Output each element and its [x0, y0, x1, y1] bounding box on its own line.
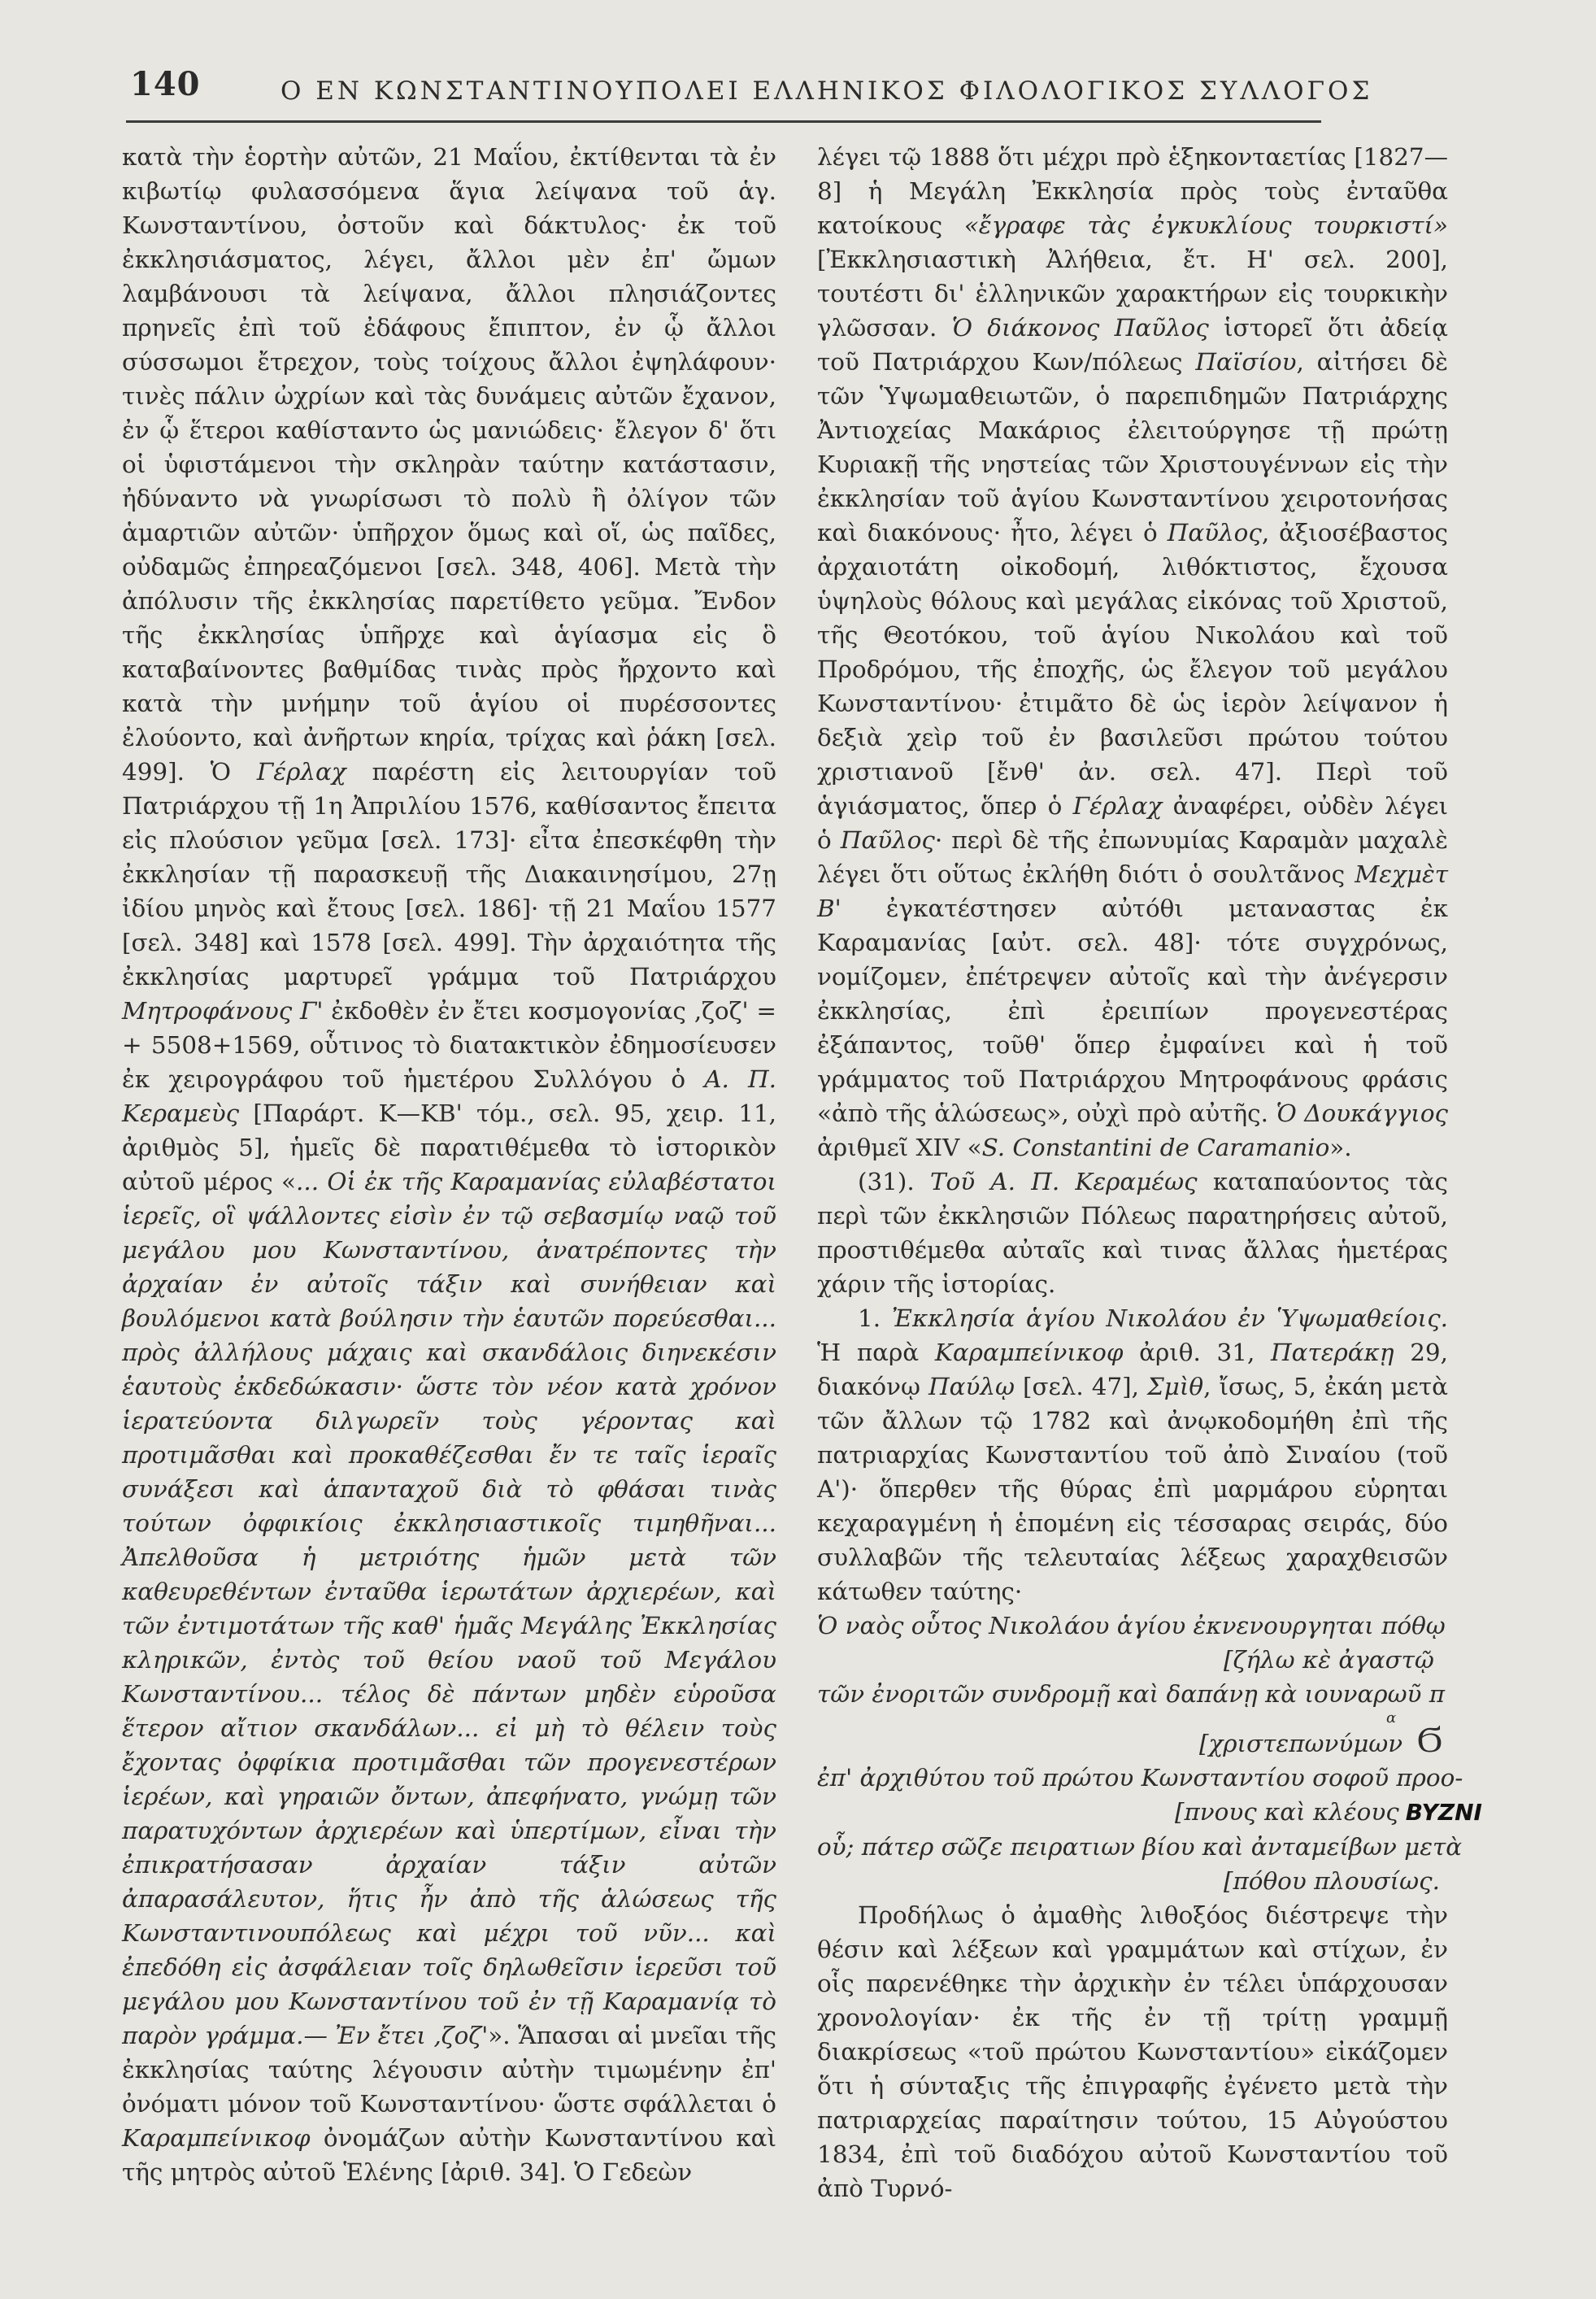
- running-title: Ο ΕΝ ΚΩΝΣΤΑΝΤΙΝΟΥΠΟΛΕΙ ΕΛΛΗΝΙΚΟΣ ΦΙΛΟΛΟΓΙΚΟΣ ΣΥΛΛΟΓΟΣ: [280, 76, 1373, 106]
- section-number: (31).: [858, 1168, 915, 1195]
- name-mehmet: Μεχμὲτ Β': [817, 860, 1448, 922]
- page-header: [126, 63, 1373, 123]
- text-run: Ἡ παρὰ: [817, 1339, 935, 1366]
- inscription-line: οὗ; πάτερ σῶζε πειρατιων βίου καὶ ἀνταμείβων μετὰ: [817, 1833, 1463, 1861]
- quoted-decree: ... Οἱ ἐκ τῆς Καραμανίας εὐλαβέστατοι ἱερεῖς, οἳ ψάλλοντες εἰσὶν ἐν τῷ σεβασμίῳ ναῷ τοῦ μεγάλου μου Κωνσταντίνου, ἀνατρέποντες τὴν ἀρχαίαν ἐν αὐτοῖς τάξιν καὶ συνήθειαν καὶ βουλόμενοι κατὰ βούλησιν τὴν ἑαυτῶν πορεύεσθαι... πρὸς ἀλλήλους μάχαις καὶ σκανδάλοις διηνεκέσιν ἑαυτοὺς ἐκδεδώκασιν· ὥστε τὸν νέον κατὰ χρόνον ἱερατεύοντα διλγωρεῖν τοὺς γέροντας καὶ προτιμᾶσθαι καὶ προκαθέζεσθαι ἔν τε ταῖς ἱεραῖς συνάξεσι καὶ ἁπανταχοῦ διὰ τὸ φθάσαι τινὰς τούτων ὀφφικίοις ἐκκλησιαστικοῖς τιμηθῆναι... Ἀπελθοῦσα ἡ μετριότης ἡμῶν μετὰ τῶν καθευρεθέντων ἐνταῦθα ἱερωτάτων ἀρχιερέων, καὶ τῶν ἐντιμοτάτων τῆς καθ' ἡμᾶς Μεγάλης Ἐκκλησίας κληρικῶν, ἐντὸς τοῦ θείου ναοῦ τοῦ Μεγάλου Κωνσταντίνου... τέλος δὲ πάντων μηδὲν εὑροῦσα ἕτερον αἴτιον σκανδάλων... εἰ μὴ τὸ θέλειν τοὺς ἔχοντας ὀφφίκια προτιμᾶσθαι τῶν προγενεστέρων ἱερέων, καὶ γηραιῶν ὄντων, ἀπεφήνατο, γνώμῃ τῶν παρατυχόντων ἀρχιερέων καὶ ὑπερτίμων, εἶναι τὴν ἐπικρατήσασαν ἀρχαίαν τάξιν αὐτῶν ἀπαρασάλευτον, ἥτις ἦν ἀπὸ τῆς ἁλώσεως τῆς Κωνσταντινουπόλεως καὶ μέχρι τοῦ νῦν... καὶ ἐπεδόθη εἰς ἀσφάλειαν τοῖς δηλωθεῖσιν ἱερεῦσι τοῦ μεγάλου μου Κωνσταντίνου τοῦ ἐν τῇ Καραμανίᾳ τὸ παρὸν γράμμα.— Ἐν ἔτει ‚ζοζ': [122, 1168, 776, 2049]
- name-kerameus: Α. Π. Κεραμεὺς: [122, 1065, 776, 1127]
- text-run: ἀριθ. 31,: [1123, 1339, 1271, 1366]
- text-run: , ἀξιοσέβαστος ἀρχαιοτάτη οἰκοδομή, λιθόκτιστος, ἔχουσα ὑψηλοὺς θόλους καὶ μεγάλας εἰκόνας τοῦ Χριστοῦ, τῆς Θεοτόκου, τοῦ ἁγίου Νικολάου καὶ τοῦ Προδρόμου, τῆς ἐποχῆς, ὡς ἔλεγον τοῦ μεγάλου Κωνσταντίνου· ἐτιμᾶτο δὲ ὡς ἱερὸν λείψανον ἡ δεξιὰ χεὶρ τοῦ ἐν βασιλεῦσι πρώτου τούτου χριστιανοῦ [ἔνθ' ἀν. σελ. 47]. Περὶ τοῦ ἁγιάσματος, ὅπερ ὁ: [817, 519, 1448, 820]
- text-run: ».: [1329, 1134, 1352, 1161]
- inscription-line: [817, 1795, 1482, 1830]
- text-run: ἀριθμεῖ XIV «: [817, 1134, 982, 1161]
- inscription-block: [817, 1609, 1482, 1898]
- text-run: παρέστη εἰς λειτουργίαν τοῦ Πατριάρχου τῇ 1η Ἀπριλίου 1576, καθίσαντος ἔπειτα εἰς πλούσιον γεῦμα [σελ. 173]· εἶτα ἐπεσκέφθη τὴν ἐκκλησίαν τῇ παρασκευῇ τῆς Διακαινησίμου, 27ῃ ἰδίου μηνὸς καὶ ἔτους [σελ. 186]· τῇ 21 Μαΐου 1577 [σελ. 348] καὶ 1578 [σελ. 499]. Τὴν ἀρχαιότητα τῆς ἐκκλησίας μαρτυρεῖ γράμμα τοῦ Πατριάρχου: [122, 758, 776, 991]
- inscription-line: τῶν ἐνοριτῶν συνδρομῇ καὶ δαπάνῃ κὰ ιουναρωῦ π: [817, 1680, 1446, 1708]
- name-pavlo: Παύλῳ: [928, 1373, 1015, 1400]
- text-run: ἀναφέρει, οὐδὲν λέγει ὁ: [817, 792, 1448, 854]
- name-ducange: Ὁ Δουκάγγιος: [1276, 1099, 1448, 1127]
- text-run: · περὶ δὲ τῆς ἐπωνυμίας Καραμὰν μαχαλὲ λέγει ὅτι οὕτως ἐκλήθη διότι ὁ σουλτᾶνος: [817, 826, 1448, 888]
- text-run: [Παράρτ. Κ—ΚΒ' τόμ., σελ. 95, χειρ. 11, ἀριθμὸς 5], ἡμεῖς δὲ παρατιθέμεθα τὸ ἱστορικὸν αὐτοῦ μέρος «: [122, 1099, 776, 1195]
- name-paterakis: Πατεράκῃ: [1271, 1339, 1394, 1366]
- text-run: ἐγκατέστησεν αὐτόθι μεταναστας ἐκ Καραμανίας [αὐτ. σελ. 48]· τότε συγχρόνως, νομίζομεν, ἐπέτρεψεν αὐτοῖς καὶ τὴν ἀνέγερσιν ἐκκλησίας, ἐπὶ ἐρειπίων προγενεστέρας ἐξάπαντος, τοῦθ' ὅπερ ἐμφαίνει καὶ ἡ τοῦ γράμματος τοῦ Πατριάρχου Μητροφάνους φράσις «ἀπὸ τῆς ἁλώσεως», οὐχὶ πρὸ αὐτῆς.: [817, 895, 1448, 1127]
- text-run: ἱστορεῖ ὅτι ἀδείᾳ τοῦ Πατριάρχου Κων/πόλεως: [817, 314, 1449, 376]
- item-title: Ἐκκλησία ἁγίου Νικολάου ἐν Ὑψωμαθείοις.: [881, 1304, 1448, 1332]
- inscription-line: [817, 1719, 1448, 1761]
- handwritten-note: BYZNI: [1405, 1799, 1482, 1826]
- inscription-line: [πόθου πλουσίως.: [1224, 1867, 1440, 1895]
- name-gerlach: Γέρλαχ: [256, 758, 346, 786]
- name-mitrofanis: Μητροφάνους Γ': [122, 997, 324, 1025]
- item-1-paragraph: [817, 1301, 1448, 1609]
- text-run: [σελ. 47],: [1014, 1373, 1147, 1400]
- name-smith: Σμὶθ: [1146, 1373, 1204, 1400]
- text-run: 29, διακόνῳ: [817, 1339, 1448, 1400]
- latin-title: S. Constantini de Caramanio: [981, 1134, 1330, 1161]
- right-column: [817, 140, 1482, 2205]
- section-31-paragraph: [817, 1165, 1448, 1301]
- text-run: , ἴσως, 5, ἐκάη μετὰ τῶν ἄλλων τῷ 1782 καὶ ἀνῳκοδομήθη ἐπὶ τῆς πατριαρχίας Κωνσταντίου τοῦ ἀπὸ Σιναίου (τοῦ Α')· ὅπερθεν τῆς θύρας ἐπὶ μαρμάρου εὑρηται κεχαραγμένη ἡ ἑπομένη εἰς τέσσαρας σειράς, δύο συλλαβῶν τῆς τελευταίας λέξεως χαραχθεισῶν κάτωθεν ταύτης·: [817, 1373, 1448, 1605]
- item-number: 1.: [858, 1304, 881, 1332]
- name-kerameus: Τοῦ Α. Π. Κεραμέως: [914, 1168, 1198, 1195]
- left-paragraph: [122, 140, 776, 2189]
- inscription-line: ἐπ' ἀρχιθύτου τοῦ πρώτου Κωνσταντίου σοφοῦ προο-: [817, 1764, 1463, 1792]
- name-pavlos: Παῦλος: [1167, 519, 1262, 546]
- text-run: ». Ἅπασαι αἱ μνεῖαι τῆς ἐκκλησίας ταύτης λέγουσιν αὐτὴν τιμωμένην ἐπ' ὀνόματι μόνον τοῦ Κωνσταντίνου· ὥστε σφάλλεται ὁ: [122, 2022, 777, 2118]
- text-run: ὀνομάζων αὐτὴν Κωνσταντίνου καὶ τῆς μητρὸς αὐτοῦ Ἑλένης [ἀριθ. 34]. Ὁ Γεδεὼν: [122, 2124, 776, 2186]
- text-run: καταπαύοντος τὰς περὶ τῶν ἐκκλησιῶν Πόλεως παρατηρήσεις αὐτοῦ, προστιθέμεθα αὐταῖς καὶ τινας ἄλλας ἡμετέρας χάριν τῆς ἱστορίας.: [817, 1168, 1448, 1298]
- text-run: Ὁ: [184, 758, 257, 786]
- name-diakonos-pavlos: Ὁ διάκονος Παῦλος: [951, 314, 1209, 342]
- right-paragraph-final: Προδήλως ὁ ἀμαθὴς λιθοξόος διέστρεψε τὴν θέσιν καὶ λέξεων καὶ γραμμάτων καὶ στίχων, ἐν οἷς παρενέθηκε τὴν ἀρχικὴν ἐν τέλει ὑπάρχουσαν χρονολογίαν· ἐκ τῆς ἐν τῇ τρίτῃ γραμμῇ διακρίσεως «τοῦ πρώτου Κωνσταντίου» εἰκάζομεν ὅτι ἡ σύνταξις τῆς ἐπιγραφῆς ἐγένετο μετὰ τὴν πατριαρχείας παραίτησιν τούτου, 15 Αὐγούστου 1834, ἐπὶ τοῦ διαδόχου αὐτοῦ Κωνσταντίου τοῦ ἀπὸ Τυρνό-: [817, 1901, 1448, 2202]
- right-paragraph: [817, 140, 1448, 1165]
- inscription-line: [ζήλω κὲ ἀγαστῷ: [1224, 1646, 1434, 1674]
- text-run: [Ἐκκλησιαστικὴ Ἀλήθεια, ἔτ. Η' σελ. 200], τουτέστι δι' ἑλληνικῶν χαρακτήρων εἰς τουρκικὴν γλῶσσαν.: [817, 246, 1448, 342]
- quoted-phrase: «ἔγραφε τὰς ἐγκυκλίους τουρκιστί»: [963, 211, 1448, 239]
- inscription-mark: α: [1386, 1709, 1397, 1726]
- page-number: 140: [130, 65, 201, 103]
- name-gerlach: Γέρλαχ: [1072, 792, 1163, 820]
- inscription-text: [πνους καὶ κλέους: [1175, 1798, 1399, 1826]
- left-column: [122, 140, 776, 2189]
- name-paisios: Παϊσίου: [1195, 348, 1297, 376]
- name-pavlos: Παῦλος: [840, 826, 935, 854]
- text-run: ἐκδοθὲν ἐν ἔτει κοσμογονίας ‚ζοζ' = + 5508+1569, οὗτινος τὸ διατακτικὸν ἐδημοσίευσεν ἐκ χειρογράφου τοῦ ἡμετέρου Συλλόγου ὁ: [122, 997, 776, 1093]
- handwritten-sigma: Ϭ: [1417, 1719, 1442, 1761]
- text-run: λέγει τῷ 1888 ὅτι μέχρι πρὸ ἑξηκονταετίας [1827—8] ἡ Μεγάλη Ἐκκλησία πρὸς τοὺς ἐνταῦθα κατοίκους: [817, 143, 1448, 239]
- name-karampeinikof: Καραμπείνικοφ: [934, 1339, 1124, 1366]
- text-run: , αἰτήσει δὲ τῶν Ὑψωμαθειωτῶν, ὁ παρεπιδημῶν Πατριάρχης Ἀντιοχείας Μακάριος ἐλειτούργησε τῇ πρώτῃ Κυριακῇ τῆς νηστείας τῶν Χριστουγέννων εἰς τὴν ἐκκλησίαν τοῦ ἁγίου Κωνσταντίνου χειροτονήσας καὶ διακόνους· ἦτο, λέγει ὁ: [817, 348, 1448, 546]
- name-karampeinikof: Καραμπείνικοφ: [122, 2124, 311, 2152]
- text-run: κατὰ τὴν ἑορτὴν αὐτῶν, 21 Μαΐου, ἐκτίθενται τὰ ἐν κιβωτίῳ φυλασσόμενα ἅγια λείψανα τοῦ ἁγ. Κωνσταντίνου, ὀστοῦν καὶ δάκτυλος· ἐκ τοῦ ἐκκλησιάσματος, λέγει, ἄλλοι μὲν ἐπ' ὤμων λαμβάνουσι τὰ λείψανα, ἄλλοι πλησιάζοντες πρηνεῖς ἐπὶ τοῦ ἐδάφους ἔπιπτον, ἐν ᾧ ἄλλοι σύσσωμοι ἔτρεχον, τοὺς τοίχους ἄλλοι ἐψηλάφουν· τινὲς πάλιν ὠχρίων καὶ τὰς δυνάμεις αὐτῶν ἔχανον, ἐν ᾧ ἕτεροι καθίσταντο ὡς μανιώδεις· ἔλεγον δ' ὅτι οἱ ὑφιστάμενοι τὴν σκληρὰν ταύτην κατάστασιν, ἠδύναντο νὰ γνωρίσωσι τὸ πολὺ ἢ ὀλίγον τῶν ἁμαρτιῶν αὐτῶν· ὑπῆρχον ὅμως καὶ οἵ, ὡς παῖδες, οὐδαμῶς ἐπηρεαζόμενοι [σελ. 348, 406]. Μετὰ τὴν ἀπόλυσιν τῆς ἐκκλησίας παρετίθετο γεῦμα. Ἔνδον τῆς ἐκκλησίας ὑπῆρχε καὶ ἁγίασμα εἰς ὃ καταβαίνοντες βαθμίδας τινὰς πρὸς ἤρχοντο καὶ κατὰ τὴν μνήμην τοῦ ἁγίου οἱ πυρέσσοντες ἐλούοντο, καὶ ἀνῆρτων κηρία, τρίχας καὶ ῥάκη [σελ. 499].: [122, 143, 776, 786]
- inscription-line: Ὁ ναὸς οὗτος Νικολάου ἁγίου ἐκνενουργηται πόθῳ: [817, 1612, 1446, 1639]
- inscription-text: [χριστεπωνύμων: [1199, 1730, 1403, 1757]
